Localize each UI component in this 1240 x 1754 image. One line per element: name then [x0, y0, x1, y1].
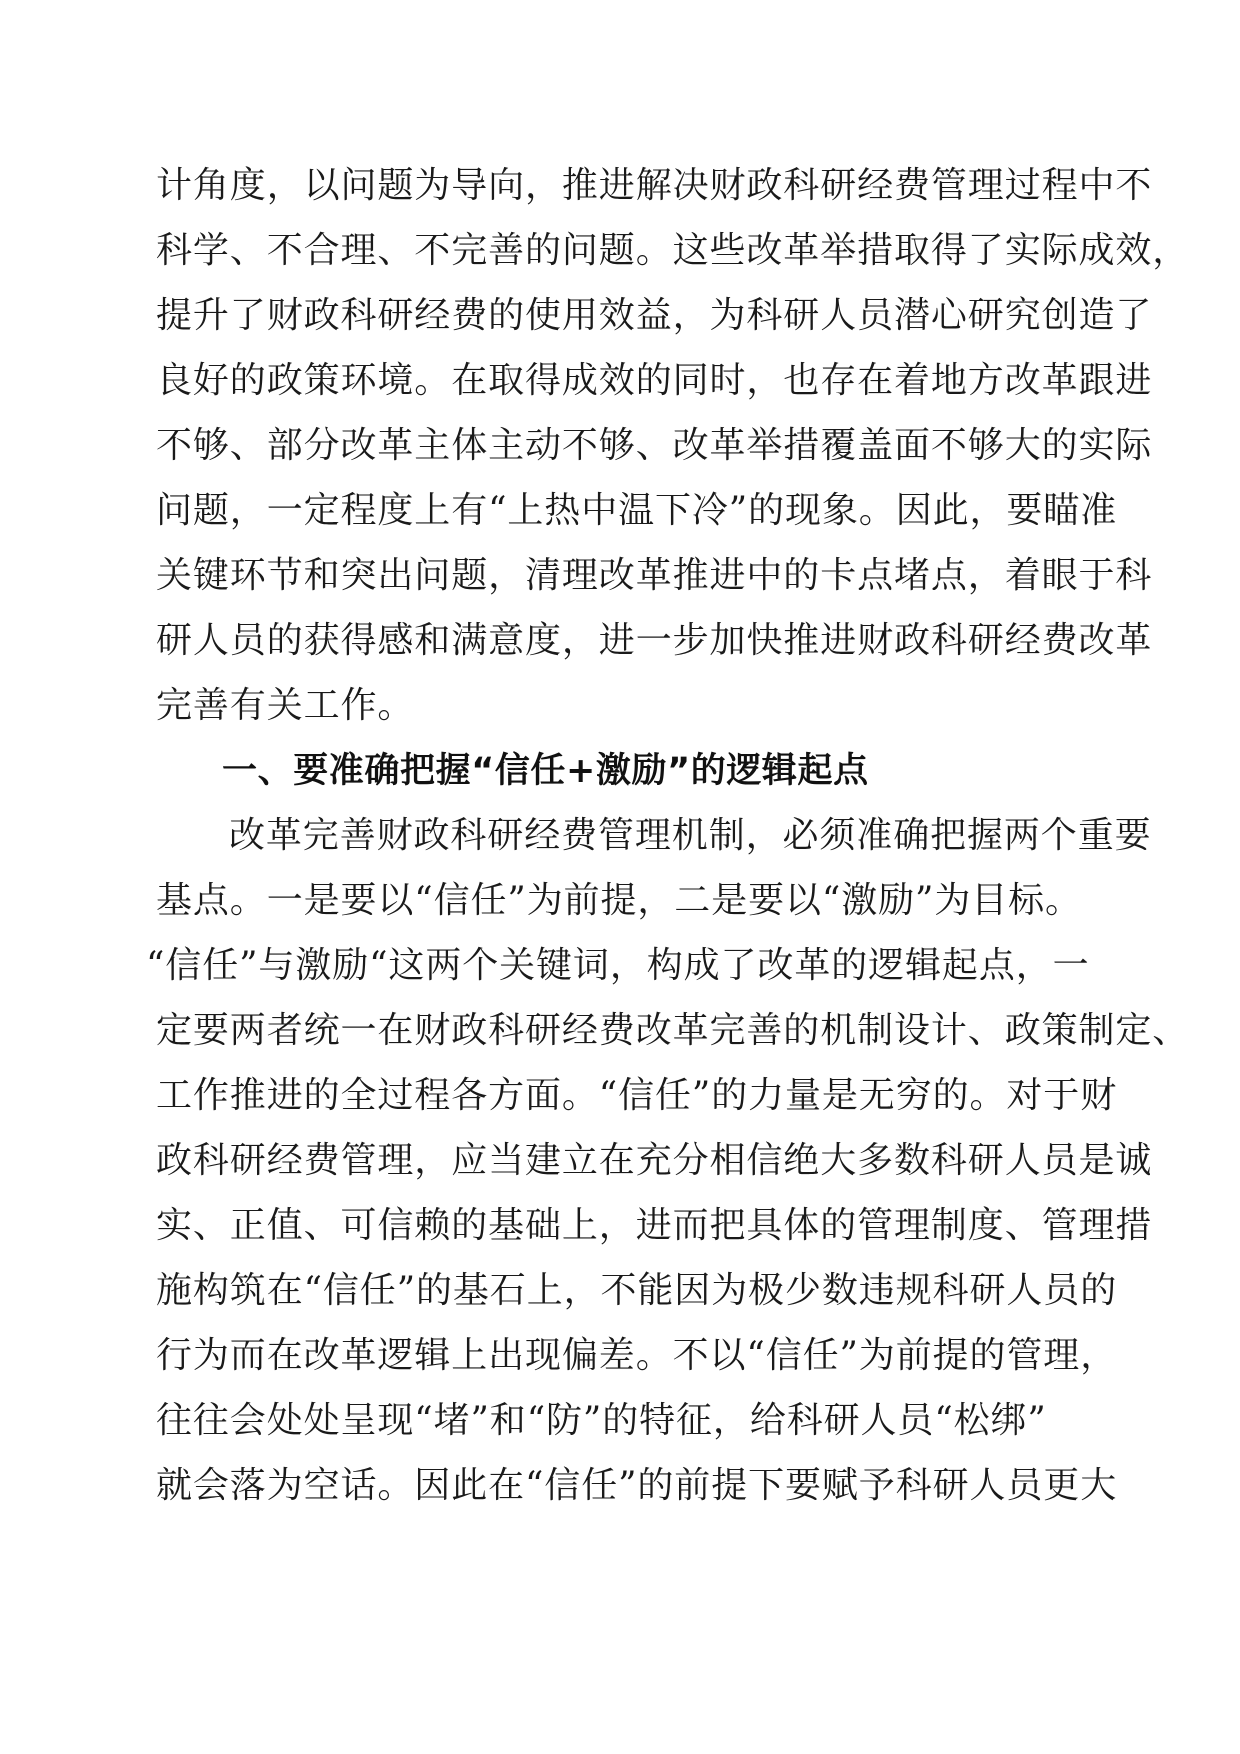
paragraph-line: 基点。一是要以“信任”为前提，二是要以“激励”为目标。 [156, 880, 1082, 921]
paragraph-line: 计角度，以问题为导向，推进解决财政科研经费管理过程中不 [156, 165, 1153, 206]
paragraph-line: 良好的政策环境。在取得成效的同时，也存在着地方改革跟进 [156, 360, 1153, 401]
paragraph-line: 改革完善财政科研经费管理机制，必须准确把握两个重要 [229, 815, 1152, 856]
paragraph-line: 完善有关工作。 [156, 685, 415, 726]
paragraph-line: 实、正值、可信赖的基础上，进而把具体的管理制度、管理措 [156, 1205, 1153, 1246]
paragraph-line: 工作推进的全过程各方面。“信任”的力量是无穷的。对于财 [156, 1075, 1118, 1116]
paragraph-line: 不够、部分改革主体主动不够、改革举措覆盖面不够大的实际 [156, 425, 1153, 466]
paragraph-line: 就会落为空话。因此在“信任”的前提下要赋予科研人员更大 [156, 1465, 1118, 1506]
paragraph-line: 行为而在改革逻辑上出现偏差。不以“信任”为前提的管理， [156, 1335, 1118, 1376]
paragraph-line: 定要两者统一在财政科研经费改革完善的机制设计、政策制定、 [156, 1010, 1190, 1051]
paragraph-line: “信任”与激励“这两个关键词，构成了改革的逻辑起点，一 [146, 945, 1090, 986]
paragraph-line: 研人员的获得感和满意度，进一步加快推进财政科研经费改革 [156, 620, 1153, 661]
paragraph-line: 政科研经费管理，应当建立在充分相信绝大多数科研人员是诚 [156, 1140, 1153, 1181]
paragraph-line: 问题，一定程度上有“上热中温下冷”的现象。因此，要瞄准 [156, 490, 1118, 531]
paragraph-line: 提升了财政科研经费的使用效益，为科研人员潜心研究创造了 [156, 295, 1153, 336]
paragraph-line: 施构筑在“信任”的基石上，不能因为极少数违规科研人员的 [156, 1270, 1118, 1311]
paragraph-line: 科学、不合理、不完善的问题。这些改革举措取得了实际成效， [156, 230, 1190, 271]
paragraph-line: 往往会处处呈现“堵”和“防”的特征，给科研人员“松绑” [156, 1400, 1047, 1441]
section-heading: 一、要准确把握“信任+激励”的逻辑起点 [222, 751, 869, 791]
paragraph-line: 关键环节和突出问题，清理改革推进中的卡点堵点，着眼于科 [156, 555, 1153, 596]
